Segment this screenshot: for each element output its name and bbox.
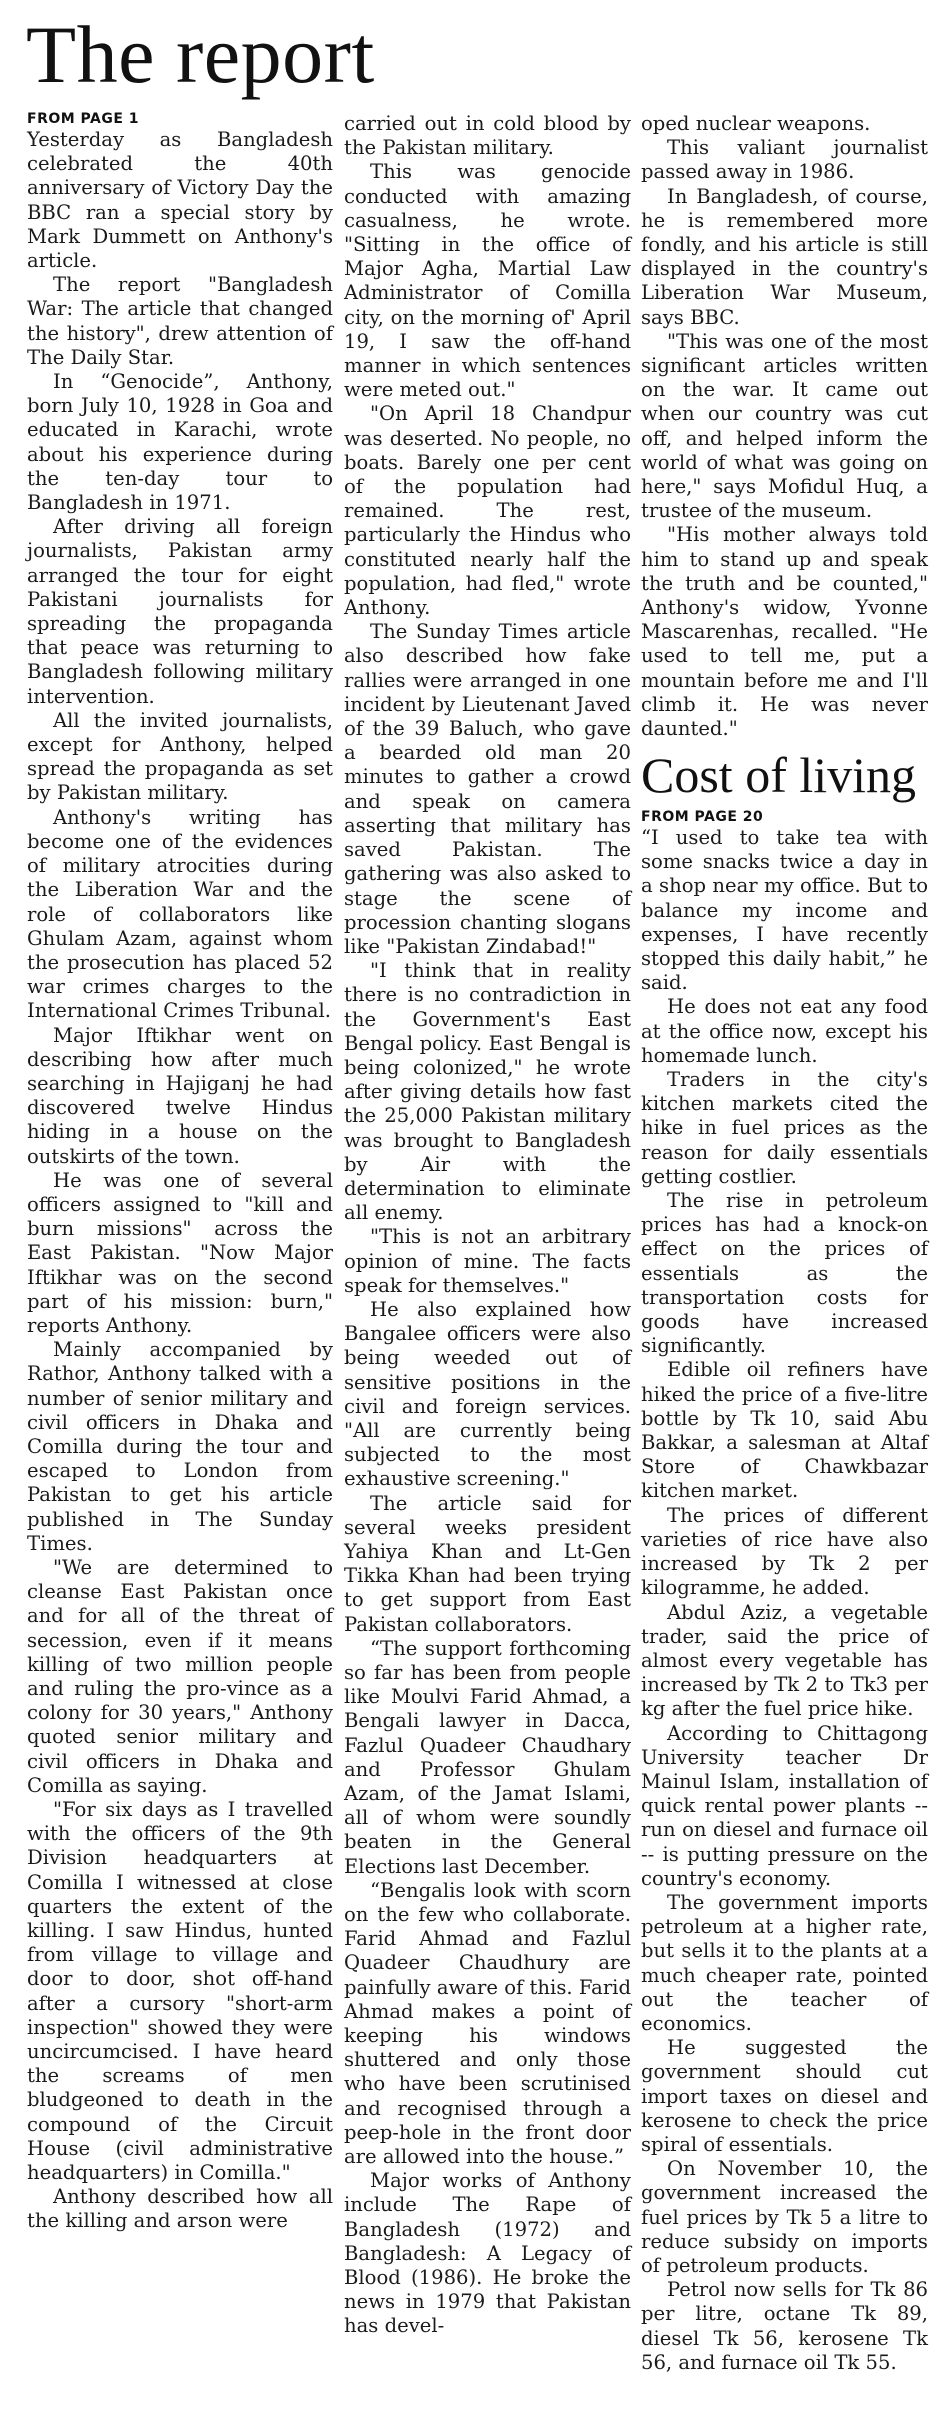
article-paragraph: “Bengalis look with scorn on the few who collaborate. Farid Ahmad and Fazlul Quadeer Chaudhury are painfully aware of this. Farid Ahmad makes a point of keeping his windows shuttered and only those who have been scrutinised and recognised through a peep-hole in the front door are allowed into the house.” bbox=[344, 1878, 631, 2169]
article-paragraph: According to Chittagong University teacher Dr Mainul Islam, installation of quick rental power plants -- run on diesel and furnace oil -- is putting pressure on the country's economy. bbox=[641, 1721, 928, 1890]
article-column-2 bbox=[344, 112, 631, 2339]
article-paragraph: "For six days as I travelled with the officers of the 9th Division headquarters at Comilla I witnessed at close quarters the extent of the killing. I saw Hindus, hunted from village to village and door to door, shot off-hand after a cursory "short-arm inspection" showed they were uncircumcised. I have heard the screams of men bludgeoned to death in the compound of the Circuit House (civil administrative headquarters) in Comilla." bbox=[27, 1798, 333, 2185]
article-paragraph: The article said for several weeks president Yahiya Khan and Lt-Gen Tikka Khan had been trying to get support from East Pakistan collaborators. bbox=[344, 1491, 631, 1636]
article-paragraph: This valiant journalist passed away in 1986. bbox=[641, 136, 928, 184]
article-paragraph: Abdul Aziz, a vegetable trader, said the price of almost every vegetable has increased by Tk 2 to Tk3 per kg after the fuel price hike. bbox=[641, 1600, 928, 1721]
article-paragraph: Yesterday as Bangladesh celebrated the 40th anniversary of Victory Day the BBC ran a special story by Mark Dummett on Anthony's article. bbox=[27, 128, 333, 273]
article-column-1 bbox=[27, 110, 333, 2234]
article-paragraph: Major Iftikhar went on describing how after much searching in Hajiganj he had discovered twelve Hindus hiding in a house on the outskirts of the town. bbox=[27, 1023, 333, 1168]
cost-of-living-column bbox=[641, 808, 928, 2375]
article-paragraph: The government imports petroleum at a higher rate, but sells it to the plants at a much cheaper rate, pointed out the teacher of economics. bbox=[641, 1890, 928, 2035]
kicker-from-page-1: FROM PAGE 1 bbox=[27, 111, 140, 127]
article-paragraph: All the invited journalists, except for Anthony, helped spread the propaganda as set by Pakistan military. bbox=[27, 708, 333, 805]
article-paragraph: "This was one of the most significant articles written on the war. It came out when our country was cut off, and helped inform the world of what was going on here," says Mofidul Huq, a trustee of the museum. bbox=[641, 329, 928, 523]
article-paragraph: "His mother always told him to stand up and speak the truth and be counted," Anthony's widow, Yvonne Mascarenhas, recalled. "He used to tell me, put a mountain before me and I'll climb it. He was never daunted." bbox=[641, 523, 928, 741]
article-paragraph: oped nuclear weapons. bbox=[641, 112, 871, 135]
article-paragraph: carried out in cold blood by the Pakistan military. bbox=[344, 112, 631, 160]
article-paragraph: The report "Bangladesh War: The article that changed the history", drew attention of The Daily Star. bbox=[27, 273, 333, 369]
article-paragraph: Mainly accompanied by Rathor, Anthony talked with a number of senior military and civil officers in Dhaka and Comilla during the tour and escaped to London from Pakistan to get his article published in The Sunday Times. bbox=[27, 1338, 333, 1555]
article-paragraph: "This is not an arbitrary opinion of mine. The facts speak for themselves." bbox=[344, 1225, 631, 1297]
kicker-from-page-20: FROM PAGE 20 bbox=[641, 809, 764, 825]
article-paragraph: Edible oil refiners have hiked the price of a five-litre bottle by Tk 10, said Abu Bakkar, a salesman at Altaf Store of Chawkbazar kitchen market. bbox=[641, 1358, 928, 1503]
article-paragraph: Petrol now sells for Tk 86 per litre, octane Tk 89, diesel Tk 56, kerosene Tk 56, and furnace oil Tk 55. bbox=[641, 2278, 928, 2374]
article-paragraph: The rise in petroleum prices has had a knock-on effect on the prices of essentials as the transportation costs for goods have increased significantly. bbox=[641, 1189, 928, 1358]
article-paragraph: Anthony's writing has become one of the evidences of military atrocities during the Liberation War and the role of collaborators like Ghulam Azam, against whom the prosecution has placed 52 war crimes charges to the International Crimes Tribunal. bbox=[27, 805, 333, 1023]
article-paragraph: "I think that in reality there is no contradiction in the Government's East Bengal policy. East Bengal is being colonized," he wrote after giving details how fast the 25,000 Pakistan military was brought to Bangladesh by Air with the determination to eliminate all enemy. bbox=[344, 959, 631, 1225]
article-paragraph: He suggested the government should cut import taxes on diesel and kerosene to check the price spiral of essentials. bbox=[641, 2036, 928, 2156]
headline-the-report: The report bbox=[26, 9, 375, 100]
article-paragraph: “I used to take tea with some snacks twice a day in a shop near my office. But to balance my income and expenses, I have recently stopped this daily habit,” he said. bbox=[641, 826, 928, 995]
article-paragraph: "On April 18 Chandpur was deserted. No people, no boats. Barely one per cent of the population had remained. The rest, particularly the Hindus who constituted nearly half the population, had fled," wrote Anthony. bbox=[344, 402, 631, 620]
article-paragraph: He was one of several officers assigned to "kill and burn missions" across the East Pakistan. "Now Major Iftikhar was on the second part of his mission: burn," reports Anthony. bbox=[27, 1168, 333, 1337]
article-paragraph: Major works of Anthony include The Rape of Bangladesh (1972) and Bangladesh: A Legacy of Blood (1986). He broke the news in 1979 that Pakistan has devel- bbox=[344, 2169, 631, 2338]
article-column-3 bbox=[641, 112, 928, 741]
article-paragraph: He does not eat any food at the office now, except his homemade lunch. bbox=[641, 995, 928, 1067]
article-paragraph: He also explained how Bangalee officers were also being weeded out of sensitive positions in the civil and foreign services. "All are currently being subjected to the most exhaustive screening." bbox=[344, 1297, 631, 1491]
article-paragraph: In “Genocide”, Anthony, born July 10, 1928 in Goa and educated in Karachi, wrote about his experience during the ten-day tour to Bangladesh in 1971. bbox=[27, 370, 333, 515]
article-paragraph: This was genocide conducted with amazing casualness, he wrote. "Sitting in the office of Major Agha, Martial Law Administrator of Comilla city, on the morning of' April 19, I saw the off-hand manner in which sentences were meted out." bbox=[344, 160, 631, 402]
article-paragraph: On November 10, the government increased the fuel prices by Tk 5 a litre to reduce subsidy on imports of petroleum products. bbox=[641, 2157, 928, 2277]
article-paragraph: Traders in the city's kitchen markets cited the hike in fuel prices as the reason for daily essentials getting costlier. bbox=[641, 1068, 928, 1188]
article-paragraph: "We are determined to cleanse East Pakistan once and for all of the threat of secession, even if it means killing of two million people and ruling the pro-vince as a colony for 30 years," Anthony quoted senior military and civil officers in Dhaka and Comilla as saying. bbox=[27, 1555, 333, 1797]
article-paragraph: After driving all foreign journalists, Pakistan army arranged the tour for eight Pakistani journalists for spreading the propaganda that peace was returning to Bangladesh following military intervention. bbox=[27, 515, 333, 708]
article-paragraph: The prices of different varieties of rice have also increased by Tk 2 per kilogramme, he added. bbox=[641, 1503, 928, 1600]
article-paragraph: Anthony described how all the killing and arson were bbox=[27, 2185, 333, 2233]
article-paragraph: In Bangladesh, of course, he is remembered more fondly, and his article is still displayed in the country's Liberation War Museum, says BBC. bbox=[641, 184, 928, 329]
article-paragraph: “The support forthcoming so far has been from people like Moulvi Farid Ahmad, a Bengali lawyer in Dacca, Fazlul Quadeer Chaudhary and Professor Ghulam Azam, of the Jamat Islami, all of whom were soundly beaten in the General Elections last December. bbox=[344, 1636, 631, 1878]
article-paragraph: The Sunday Times article also described how fake rallies were arranged in one incident by Lieutenant Javed of the 39 Baluch, who gave a bearded old man 20 minutes to gather a crowd and speak on camera asserting that military has saved Pakistan. The gathering was also asked to stage the scene of procession chanting slogans like "Pakistan Zindabad!" bbox=[344, 620, 631, 958]
headline-cost-of-living: Cost of living bbox=[641, 747, 917, 803]
